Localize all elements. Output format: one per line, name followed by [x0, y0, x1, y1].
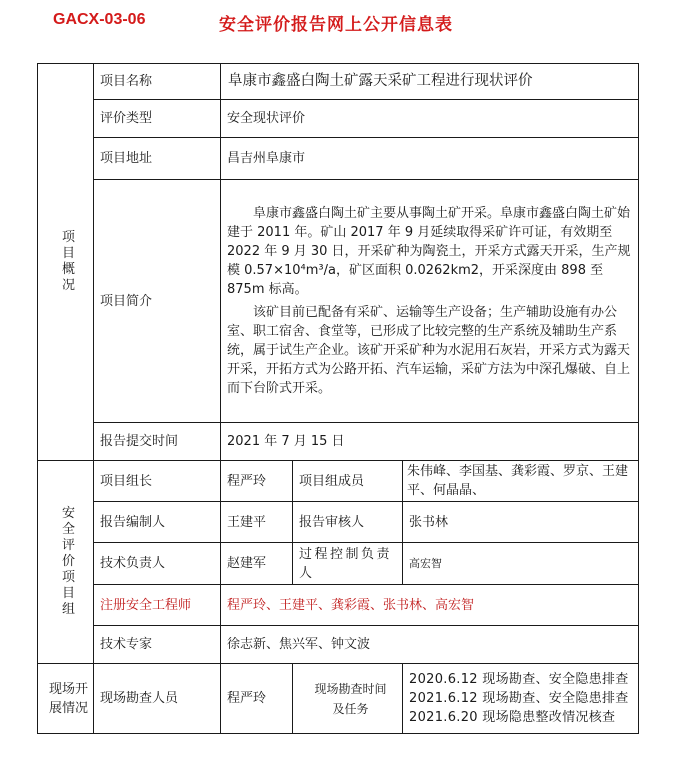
time-tasks-value: [403, 664, 639, 734]
engineers-label: 注册安全工程师: [94, 585, 221, 626]
row-project-brief: [38, 180, 639, 423]
project-name-label: 项目名称: [94, 64, 221, 100]
survey-entry: 2021.6.12 现场勘查、安全隐患排查: [409, 691, 629, 706]
members-label: 项目组成员: [293, 461, 403, 502]
row-experts: [38, 626, 639, 664]
tech-lead-value: 赵建军: [221, 543, 293, 585]
section-team-label: 安全评价项目组: [61, 505, 75, 617]
row-project-address: [38, 138, 639, 180]
tech-lead-label: 技术负责人: [94, 543, 221, 585]
project-brief-label: 项目简介: [94, 180, 221, 423]
row-project-name: [38, 64, 639, 100]
editor-value: 王建平: [221, 502, 293, 543]
survey-entry: 2021.6.20 现场隐患整改情况核查: [409, 710, 616, 725]
survey-entry: 2020.6.12 现场勘查、安全隐患排查: [409, 672, 629, 687]
project-brief-paragraph: 阜康市鑫盛白陶土矿主要从事陶土矿开采。阜康市鑫盛白陶土矿始建于 2011 年。矿山 2017 年 9 月延续取得采矿许可证，有效期至 2022 年 9 月 30 日，开采矿种为陶瓷土，开采方式露天开采，生产规模 0.57×10⁴m³/a，矿区面积 0.0262km2，开采深度由 898 至 875m 标高。: [227, 206, 631, 297]
surveyors-label: 现场勘查人员: [94, 664, 221, 734]
eval-type-value: 安全现状评价: [221, 100, 639, 138]
project-brief-value: [221, 180, 639, 423]
section-overview: [38, 64, 94, 461]
project-address-value: 昌吉州阜康市: [221, 138, 639, 180]
info-table: [37, 63, 639, 734]
experts-value: 徐志新、焦兴军、钟文波: [221, 626, 639, 664]
reviewer-label: 报告审核人: [293, 502, 403, 543]
row-editor: [38, 502, 639, 543]
members-value: 朱伟峰、李国基、龚彩霞、罗京、王建平、何晶晶、: [403, 461, 639, 502]
editor-label: 报告编制人: [94, 502, 221, 543]
form-code: GACX-03-06: [53, 11, 146, 28]
process-lead-label: 过程控制负责人: [293, 543, 403, 585]
row-team-leader: [38, 461, 639, 502]
time-tasks-label-text: 现场勘查时间及任务: [314, 681, 387, 716]
submit-time-value: 2021 年 7 月 15 日: [221, 423, 639, 461]
section-team: [38, 461, 94, 664]
engineers-value: 程严玲、王建平、龚彩霞、张书林、高宏智: [221, 585, 639, 626]
surveyors-value: 程严玲: [221, 664, 293, 734]
process-lead-value: 高宏智: [403, 543, 639, 585]
submit-time-label: 报告提交时间: [94, 423, 221, 461]
reviewer-value: 张书林: [403, 502, 639, 543]
project-brief-paragraph: 该矿目前已配备有采矿、运输等生产设备；生产辅助设施有办公室、职工宿舍、食堂等，已形成了比较完整的生产系统及辅助生产系统，属于试生产企业。该矿开采矿种为水泥用石灰岩，开采方式为露天开采，开拓方式为公路开拓、汽车运输，采矿方法为中深孔爆破、自上而下台阶式开采。: [227, 305, 631, 396]
section-overview-label: 项目概况: [61, 229, 75, 293]
page-title: 安全评价报告网上公开信息表: [219, 15, 453, 35]
experts-label: 技术专家: [94, 626, 221, 664]
row-tech-lead: [38, 543, 639, 585]
leader-value: 程严玲: [221, 461, 293, 502]
leader-label: 项目组长: [94, 461, 221, 502]
section-field: [38, 664, 94, 734]
section-field-label: 现场开展情况: [48, 681, 88, 716]
row-eval-type: [38, 100, 639, 138]
row-field: [38, 664, 639, 734]
time-tasks-label: [293, 664, 403, 734]
project-address-label: 项目地址: [94, 138, 221, 180]
eval-type-label: 评价类型: [94, 100, 221, 138]
row-submit-time: [38, 423, 639, 461]
project-name-value: 阜康市鑫盛白陶土矿露天采矿工程进行现状评价: [221, 64, 639, 100]
row-engineers: [38, 585, 639, 626]
